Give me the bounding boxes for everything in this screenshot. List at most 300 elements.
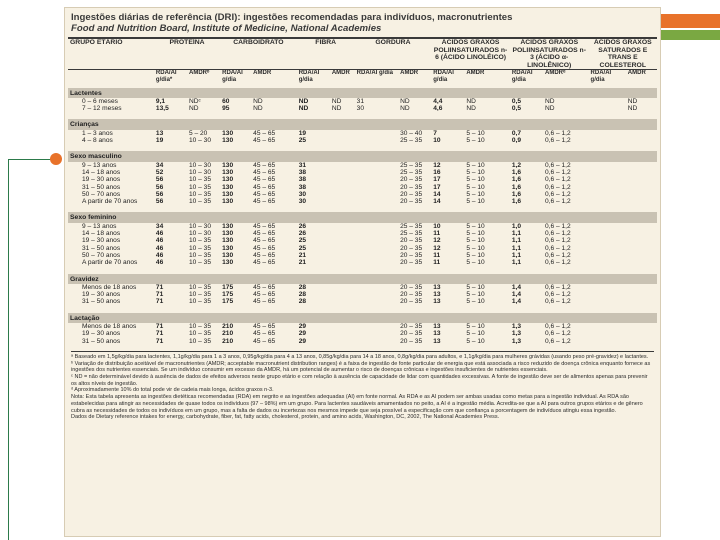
table-cell: 210 bbox=[222, 330, 234, 338]
table-cell: 46 bbox=[155, 244, 164, 252]
table-cell bbox=[330, 298, 355, 310]
sub-header-n3-rda: RDA/AI g/dia bbox=[511, 70, 533, 83]
table-cell: 0,6 – 1,2 bbox=[545, 283, 571, 291]
table-row bbox=[68, 259, 657, 271]
table-cell: 0,6 – 1,2 bbox=[545, 198, 571, 206]
document-title: Ingestões diárias de referência (DRI): ingestões recomendadas para indivíduos, macronutrientes bbox=[71, 12, 513, 23]
table-cell: 10 – 30 bbox=[189, 168, 212, 176]
table-cell: 28 bbox=[298, 298, 307, 306]
table-cell bbox=[355, 252, 398, 259]
table-cell: 45 – 65 bbox=[253, 198, 276, 206]
table-cell: 30 bbox=[298, 190, 307, 198]
table-cell: 130 bbox=[222, 237, 234, 245]
table-cell: 5 – 10 bbox=[466, 237, 485, 245]
header-saturated-trans-cholesterol: ÁCIDOS GRAXOS SATURADOS E TRANS E COLESTEROL bbox=[593, 39, 652, 69]
table-cell: ND bbox=[253, 105, 263, 113]
table-cell: 20 – 35 bbox=[400, 259, 423, 267]
section-header-row bbox=[68, 311, 657, 323]
table-cell: 45 – 65 bbox=[253, 168, 276, 176]
table-cell bbox=[589, 198, 626, 210]
section-title: Sexo masculino bbox=[68, 149, 657, 161]
table-cell: 175 bbox=[222, 291, 234, 299]
table-cell: 1,1 bbox=[511, 237, 522, 245]
table-cell: 25 – 35 bbox=[400, 230, 423, 238]
table-cell bbox=[355, 245, 398, 252]
table-cell bbox=[355, 259, 398, 271]
table-cell: 13 bbox=[433, 291, 441, 299]
table-cell: 11 bbox=[433, 259, 441, 267]
table-cell: 38 bbox=[298, 168, 307, 176]
table-cell: 10 bbox=[433, 137, 441, 145]
table-cell: 71 bbox=[155, 291, 164, 299]
table-cell bbox=[355, 230, 398, 237]
table-cell: 0,5 bbox=[511, 105, 522, 113]
table-cell: 45 – 65 bbox=[253, 322, 276, 330]
table-cell: ND bbox=[331, 105, 342, 113]
table-cell: 45 – 65 bbox=[253, 137, 276, 145]
table-cell: 71 bbox=[155, 283, 164, 291]
table-cell: 5 – 10 bbox=[466, 168, 485, 176]
table-cell bbox=[626, 176, 657, 183]
table-cell bbox=[589, 237, 626, 244]
table-cell: 5 – 10 bbox=[466, 244, 485, 252]
table-cell bbox=[330, 130, 355, 137]
table-cell: 5 – 10 bbox=[466, 222, 485, 230]
table-cell: 10 – 35 bbox=[189, 198, 212, 206]
section-header-row bbox=[68, 117, 657, 129]
table-cell: 31 bbox=[298, 161, 307, 169]
table-row bbox=[68, 98, 657, 105]
table-cell: 130 bbox=[222, 161, 234, 169]
table-cell bbox=[626, 252, 657, 259]
sub-header-carb-amdr: AMDR bbox=[253, 70, 272, 77]
sub-header-carb-rda: RDA/AI g/dia bbox=[222, 70, 243, 83]
table-cell: 20 – 35 bbox=[400, 283, 423, 291]
table-cell: ND bbox=[466, 105, 476, 113]
table-cell: 0,6 – 1,2 bbox=[545, 230, 571, 238]
table-cell bbox=[355, 323, 398, 330]
table-cell: 45 – 65 bbox=[253, 230, 276, 238]
table-cell bbox=[330, 137, 355, 149]
age-group-label: Menos de 18 anos bbox=[82, 283, 137, 291]
table-cell: 14 bbox=[433, 198, 441, 206]
table-cell: 0,6 – 1,2 bbox=[545, 137, 571, 145]
header-carbohydrate: CARBOIDRATO bbox=[233, 39, 284, 46]
table-cell: 30 bbox=[356, 105, 364, 113]
table-cell: 1,4 bbox=[511, 298, 522, 306]
table-cell: 175 bbox=[222, 298, 234, 306]
table-cell bbox=[330, 291, 355, 298]
table-cell: 1,1 bbox=[511, 259, 522, 267]
dri-table bbox=[68, 37, 657, 348]
table-cell: 29 bbox=[298, 337, 307, 345]
table-cell bbox=[589, 298, 626, 310]
table-cell: 20 – 35 bbox=[400, 322, 423, 330]
table-cell: 38 bbox=[298, 176, 307, 184]
age-group-label: 0 – 6 meses bbox=[82, 97, 118, 105]
table-cell: 1,6 bbox=[511, 190, 522, 198]
table-cell: 5 – 10 bbox=[466, 291, 485, 299]
table-cell: 10 – 35 bbox=[189, 237, 212, 245]
table-cell bbox=[626, 237, 657, 244]
sub-header-sat-amdr: AMDR bbox=[627, 70, 646, 77]
table-cell: 20 – 35 bbox=[400, 190, 423, 198]
table-cell: 46 bbox=[155, 237, 164, 245]
table-cell: 10 – 35 bbox=[189, 183, 212, 191]
table-row bbox=[68, 162, 657, 169]
dri-table-body bbox=[68, 86, 657, 348]
table-cell bbox=[330, 330, 355, 337]
table-cell: 31 bbox=[356, 97, 364, 105]
table-cell: ND bbox=[627, 97, 638, 105]
age-group-label: 4 – 8 anos bbox=[82, 137, 113, 145]
table-cell: 71 bbox=[155, 322, 164, 330]
section-title: Lactentes bbox=[68, 86, 657, 98]
table-cell: 71 bbox=[155, 298, 164, 306]
sub-header-n6-rda: RDA/AI g/dia bbox=[433, 70, 454, 83]
table-cell: 28 bbox=[298, 283, 307, 291]
table-cell: 25 bbox=[298, 137, 307, 145]
table-cell: 5 – 10 bbox=[466, 190, 485, 198]
table-cell bbox=[626, 259, 657, 271]
table-cell bbox=[330, 176, 355, 183]
table-cell: 13 bbox=[433, 330, 441, 338]
section-title: Sexo feminino bbox=[68, 210, 657, 222]
table-cell: 1,2 bbox=[511, 161, 522, 169]
sub-header-n3-amdr: AMDRᵈ bbox=[545, 70, 566, 77]
table-cell: 45 – 65 bbox=[253, 237, 276, 245]
age-group-label: Menos de 18 anos bbox=[82, 322, 137, 330]
table-cell bbox=[330, 223, 355, 230]
table-cell: 13,5 bbox=[155, 105, 169, 113]
sub-header-blank bbox=[68, 70, 154, 86]
table-row bbox=[68, 191, 657, 198]
table-cell bbox=[626, 284, 657, 291]
section-header-row bbox=[68, 86, 657, 98]
table-cell: 5 – 10 bbox=[466, 298, 485, 306]
sub-header-sat-rda: RDA/AI g/dia bbox=[590, 70, 612, 83]
table-cell: 26 bbox=[298, 230, 307, 238]
table-cell: 0,6 – 1,2 bbox=[545, 222, 571, 230]
table-cell bbox=[589, 162, 626, 169]
table-cell bbox=[589, 259, 626, 271]
table-cell: ND bbox=[331, 97, 342, 105]
table-cell: 5 – 10 bbox=[466, 176, 485, 184]
table-cell: ND bbox=[545, 97, 555, 105]
table-cell: 38 bbox=[298, 183, 307, 191]
group-header-row bbox=[68, 38, 657, 70]
table-cell: ND bbox=[627, 105, 638, 113]
age-group-label: 9 – 13 anos bbox=[82, 161, 117, 169]
table-cell: 20 – 35 bbox=[400, 337, 423, 345]
table-cell bbox=[355, 191, 398, 198]
table-cell: 20 – 35 bbox=[400, 244, 423, 252]
table-cell: 10 – 30 bbox=[189, 222, 212, 230]
table-cell: 0,6 – 1,2 bbox=[545, 168, 571, 176]
table-cell bbox=[626, 223, 657, 230]
table-cell: 56 bbox=[155, 198, 164, 206]
table-cell bbox=[589, 284, 626, 291]
table-cell: 30 – 40 bbox=[400, 129, 423, 137]
table-cell: 5 – 10 bbox=[466, 259, 485, 267]
table-cell: 17 bbox=[433, 183, 441, 191]
table-cell bbox=[589, 184, 626, 191]
table-cell: 5 – 10 bbox=[466, 137, 485, 145]
section-header-row bbox=[68, 210, 657, 222]
sub-header-fat-rda: RDA/AI g/dia bbox=[356, 70, 393, 77]
table-cell: 0,5 bbox=[511, 97, 522, 105]
section-header-row bbox=[68, 272, 657, 284]
sub-header-fat-amdr: AMDR bbox=[400, 70, 419, 77]
table-cell: 0,6 – 1,2 bbox=[545, 161, 571, 169]
table-cell: 0,6 – 1,2 bbox=[545, 251, 571, 259]
table-cell: 10 – 35 bbox=[189, 176, 212, 184]
table-cell: ND bbox=[298, 105, 309, 113]
table-cell: NDᶜ bbox=[189, 97, 201, 105]
table-cell: 0,6 – 1,2 bbox=[545, 176, 571, 184]
table-cell: 45 – 65 bbox=[253, 330, 276, 338]
table-cell: 175 bbox=[222, 283, 234, 291]
table-cell bbox=[626, 184, 657, 191]
table-cell bbox=[330, 162, 355, 169]
table-cell bbox=[589, 291, 626, 298]
table-cell: 1,1 bbox=[511, 230, 522, 238]
age-group-label: 14 – 18 anos bbox=[82, 168, 121, 176]
table-cell: 45 – 65 bbox=[253, 251, 276, 259]
table-row bbox=[68, 284, 657, 291]
header-n3-fatty-acids: ÁCIDOS GRAXOS POLIINSATURADOS n-3 (ÁCIDO α-LINOLÊNICO) bbox=[512, 39, 586, 69]
table-cell: 20 – 35 bbox=[400, 183, 423, 191]
age-group-label: 19 – 30 anos bbox=[82, 237, 121, 245]
table-cell bbox=[589, 176, 626, 183]
table-row bbox=[68, 237, 657, 244]
table-cell: 1,6 bbox=[511, 183, 522, 191]
table-cell: 14 bbox=[433, 190, 441, 198]
table-cell: 5 – 20 bbox=[189, 129, 208, 137]
table-cell: 5 – 10 bbox=[466, 322, 485, 330]
dri-table-document bbox=[64, 7, 661, 537]
sub-header-protein-amdr: AMDRᵇ bbox=[189, 70, 210, 77]
table-cell bbox=[355, 130, 398, 137]
table-cell: 0,6 – 1,2 bbox=[545, 129, 571, 137]
table-cell: 30 bbox=[298, 198, 307, 206]
table-cell bbox=[589, 105, 626, 117]
table-cell bbox=[626, 162, 657, 169]
footnote-d: ᵈ Aproximadamente 10% do total pode vir de cadeia mais longa, ácidos graxos n-3. bbox=[71, 387, 274, 394]
table-cell: 45 – 65 bbox=[253, 337, 276, 345]
table-cell bbox=[330, 237, 355, 244]
table-cell: 1,3 bbox=[511, 330, 522, 338]
table-cell: 20 – 35 bbox=[400, 298, 423, 306]
sub-header-row bbox=[68, 70, 657, 86]
document-subtitle: Food and Nutrition Board, Institute of Medicine, National Academies bbox=[71, 23, 382, 34]
table-row bbox=[68, 184, 657, 191]
table-cell: 25 bbox=[298, 244, 307, 252]
table-cell bbox=[355, 223, 398, 230]
table-cell: 10 – 35 bbox=[189, 244, 212, 252]
table-cell: 5 – 10 bbox=[466, 337, 485, 345]
footnotes bbox=[71, 351, 654, 421]
table-row bbox=[68, 169, 657, 176]
table-cell bbox=[589, 223, 626, 230]
table-cell: 20 – 35 bbox=[400, 176, 423, 184]
table-cell: 45 – 65 bbox=[253, 129, 276, 137]
table-cell: 45 – 65 bbox=[253, 222, 276, 230]
table-cell: 130 bbox=[222, 230, 234, 238]
table-cell: 0,6 – 1,2 bbox=[545, 259, 571, 267]
table-cell: 46 bbox=[155, 259, 164, 267]
table-cell: 16 bbox=[433, 168, 441, 176]
table-cell bbox=[330, 252, 355, 259]
table-cell: 5 – 10 bbox=[466, 183, 485, 191]
table-cell: 13 bbox=[433, 337, 441, 345]
table-cell: 130 bbox=[222, 168, 234, 176]
table-cell bbox=[330, 323, 355, 330]
table-cell bbox=[355, 284, 398, 291]
table-cell: 12 bbox=[433, 161, 441, 169]
sub-header-n6-amdr: AMDR bbox=[466, 70, 485, 77]
header-fat: GORDURA bbox=[375, 39, 411, 46]
table-row bbox=[68, 105, 657, 117]
table-cell bbox=[330, 198, 355, 210]
table-cell: 10 – 35 bbox=[189, 190, 212, 198]
table-cell: 10 – 35 bbox=[189, 298, 212, 306]
table-cell: 45 – 65 bbox=[253, 176, 276, 184]
table-cell: 1,6 bbox=[511, 168, 522, 176]
table-row bbox=[68, 298, 657, 310]
table-cell: 19 bbox=[298, 129, 307, 137]
table-cell: 20 – 35 bbox=[400, 330, 423, 338]
section-title: Lactação bbox=[68, 311, 657, 323]
age-group-label: A partir de 70 anos bbox=[82, 259, 138, 267]
table-row bbox=[68, 223, 657, 230]
table-cell bbox=[330, 338, 355, 348]
table-cell: 34 bbox=[155, 222, 164, 230]
table-cell: 56 bbox=[155, 176, 164, 184]
decorative-orange-bar bbox=[660, 14, 720, 28]
table-cell: 13 bbox=[433, 298, 441, 306]
table-cell: 0,6 – 1,2 bbox=[545, 330, 571, 338]
table-cell bbox=[626, 169, 657, 176]
table-cell: 56 bbox=[155, 190, 164, 198]
age-group-label: 31 – 50 anos bbox=[82, 244, 121, 252]
table-cell bbox=[626, 330, 657, 337]
table-cell bbox=[589, 330, 626, 337]
table-cell: 45 – 65 bbox=[253, 244, 276, 252]
table-cell bbox=[589, 252, 626, 259]
table-cell: 5 – 10 bbox=[466, 283, 485, 291]
table-cell: 71 bbox=[155, 337, 164, 345]
table-cell: 10 – 35 bbox=[189, 337, 212, 345]
table-cell: 29 bbox=[298, 322, 307, 330]
sub-header-protein-rda: RDA/AI g/dia* bbox=[155, 70, 177, 83]
table-cell bbox=[626, 338, 657, 348]
table-cell: 130 bbox=[222, 183, 234, 191]
table-cell bbox=[330, 184, 355, 191]
table-cell: 10 – 35 bbox=[189, 283, 212, 291]
header-fiber: FIBRA bbox=[315, 39, 337, 46]
age-group-label: 19 – 30 anos bbox=[82, 176, 121, 184]
table-row bbox=[68, 137, 657, 149]
table-cell: 10 – 35 bbox=[189, 330, 212, 338]
table-cell bbox=[589, 338, 626, 348]
table-cell: 20 – 35 bbox=[400, 198, 423, 206]
age-group-label: 31 – 50 anos bbox=[82, 183, 121, 191]
table-row bbox=[68, 291, 657, 298]
table-row bbox=[68, 176, 657, 183]
table-cell: 52 bbox=[155, 168, 164, 176]
table-cell: 130 bbox=[222, 129, 234, 137]
table-cell: 0,6 – 1,2 bbox=[545, 183, 571, 191]
table-cell bbox=[589, 323, 626, 330]
table-row bbox=[68, 338, 657, 348]
age-group-label: 14 – 18 anos bbox=[82, 230, 121, 238]
table-cell: 0,9 bbox=[511, 137, 522, 145]
table-cell: 10 – 35 bbox=[189, 251, 212, 259]
age-group-label: 31 – 50 anos bbox=[82, 337, 121, 345]
table-cell: ND bbox=[466, 97, 476, 105]
table-cell: 11 bbox=[433, 251, 441, 259]
table-cell: 45 – 65 bbox=[253, 190, 276, 198]
section-title: Crianças bbox=[68, 117, 657, 129]
table-cell: 1,4 bbox=[511, 291, 522, 299]
table-cell: 10 – 30 bbox=[189, 137, 212, 145]
table-row bbox=[68, 245, 657, 252]
table-cell: 5 – 10 bbox=[466, 129, 485, 137]
table-cell: 130 bbox=[222, 198, 234, 206]
sub-header-fiber-amdr: AMDR bbox=[331, 70, 350, 77]
table-cell bbox=[330, 169, 355, 176]
table-cell: 21 bbox=[298, 259, 307, 267]
table-cell: 1,1 bbox=[511, 244, 522, 252]
table-cell: 4,6 bbox=[433, 105, 443, 113]
footnote-note: Nota: Esta tabela apresenta as ingestões dietéticas recomendadas (RDA) em negrito e as ingestões adequadas (AI) em fonte normal. As RDA e as AI podem ser ambas usadas como metas para a ingestão individual. As RDA são estabelecidas para atingir as necessidades de quase todos os indivíduos (97 – 98%) em um grupo. Para lactentes saudáveis amamentados no peito, a AI é a ingestão média. Acredita-se que a AI para outros grupos etários e de gênero cubra as necessidades de todos os indivíduos em um grupo, mas a falta de dados ou incertezas nos mesmos impede que seja possível a especificação com que confiança a porcentagem de indivíduos atingiu essa ingestão. bbox=[71, 394, 643, 414]
table-cell bbox=[355, 176, 398, 183]
table-cell: ND bbox=[400, 105, 410, 113]
table-cell: 21 bbox=[298, 251, 307, 259]
table-cell: 5 – 10 bbox=[466, 230, 485, 238]
table-cell bbox=[626, 298, 657, 310]
table-cell: 17 bbox=[433, 176, 441, 184]
table-cell bbox=[355, 162, 398, 169]
table-cell: 130 bbox=[222, 244, 234, 252]
table-cell: ND bbox=[400, 97, 410, 105]
table-cell: 13 bbox=[433, 283, 441, 291]
table-cell: 28 bbox=[298, 291, 307, 299]
table-row bbox=[68, 198, 657, 210]
table-cell bbox=[355, 298, 398, 310]
table-cell: ND bbox=[253, 97, 263, 105]
table-cell: 1,0 bbox=[511, 222, 522, 230]
table-cell: 34 bbox=[155, 161, 164, 169]
table-cell: 130 bbox=[222, 137, 234, 145]
table-cell: 210 bbox=[222, 337, 234, 345]
footnote-source: Dados de Dietary reference intakes for energy, carbohydrate, fiber, fat, fatty acids, cholesterol, protein, and amino acids, Washington, DC, 2002, The National Academies Press. bbox=[71, 414, 500, 421]
age-group-label: A partir de 70 anos bbox=[82, 198, 138, 206]
table-cell: 9,1 bbox=[155, 97, 166, 105]
table-cell bbox=[589, 98, 626, 105]
table-row bbox=[68, 330, 657, 337]
table-cell: 5 – 10 bbox=[466, 161, 485, 169]
table-cell: 20 – 35 bbox=[400, 251, 423, 259]
table-cell: 46 bbox=[155, 230, 164, 238]
table-cell: 60 bbox=[222, 97, 230, 105]
age-group-label: 19 – 30 anos bbox=[82, 291, 121, 299]
table-cell bbox=[589, 137, 626, 149]
table-cell: 45 – 65 bbox=[253, 291, 276, 299]
table-cell: 5 – 10 bbox=[466, 330, 485, 338]
age-group-label: 50 – 70 anos bbox=[82, 251, 121, 259]
